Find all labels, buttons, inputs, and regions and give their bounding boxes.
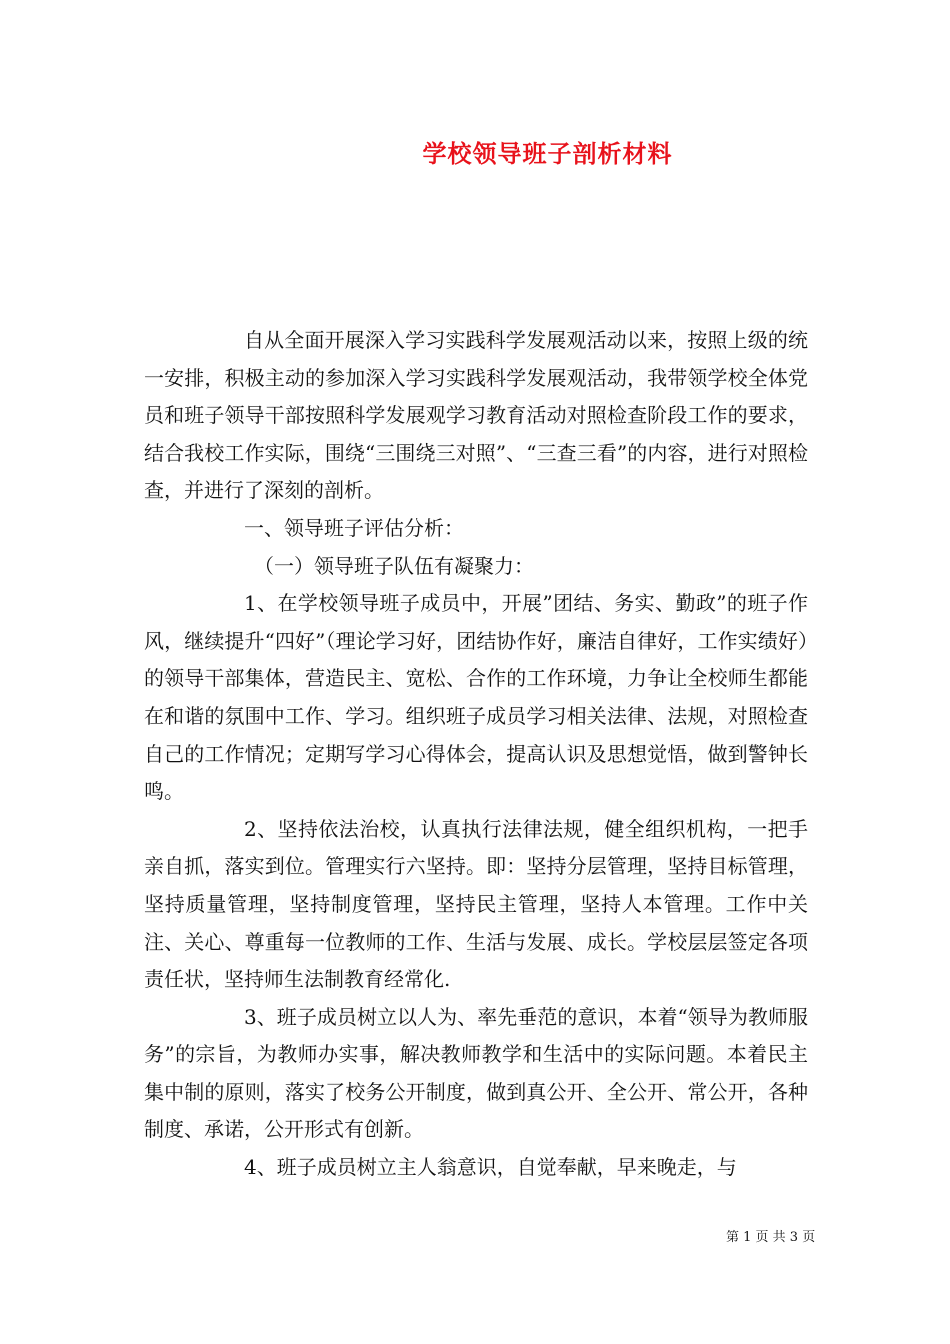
paragraph-item-1: 1、在学校领导班子成员中，开展”团结、务实、勤政”的班子作风，继续提升“四好”（理论学习好，团结协作好，廉洁自律好，工作实绩好）的领导干部集体，营造民主、宽松、合作的工作环境，力争让全校师生都能在和谐的氛围中工作、学习。组织班子成员学习相关法律、法规，对照检查自己的工作情况；定期写学习心得体会，提高认识及思想觉悟，做到警钟长鸣。 bbox=[144, 591, 808, 804]
paragraph-item-2: 2、坚持依法治校，认真执行法律法规，健全组织机构，一把手亲自抓，落实到位。管理实行六坚持。即：坚持分层管理，坚持目标管理，坚持质量管理，坚持制度管理，坚持民主管理，坚持人本管理。工作中关注、关心、尊重每一位教师的工作、生活与发展、成长。学校层层签定各项责任状，坚持师生法制教育经常化. bbox=[144, 816, 808, 992]
document-title: 学校领导班子剖析材料 bbox=[422, 139, 673, 168]
paragraph-intro: 自从全面开展深入学习实践科学发展观活动以来，按照上级的统一安排，积极主动的参加深入学习实践科学发展观活动，我带领学校全体党员和班子领导干部按照科学发展观学习教育活动对照检查阶段工作的要求，结合我校工作实际，围绕“三围绕三对照”、“三查三看”的内容，进行对照检查，并进行了深刻的剖析。 bbox=[144, 328, 808, 503]
paragraph-item-3: 3、班子成员树立以人为、率先垂范的意识，本着“领导为教师服务”的宗旨，为教师办实事，解决教师教学和生活中的实际问题。本着民主集中制的原则，落实了校务公开制度，做到真公开、全公开、常公开，各种制度、承诺，公开形式有创新。 bbox=[144, 1004, 808, 1142]
page-number: 第 1 页 共 3 页 bbox=[726, 1230, 816, 1245]
document-body bbox=[144, 322, 808, 1187]
paragraph-item-4: 4、班子成员树立主人翁意识，自觉奉献，早来晚走，与 bbox=[244, 1155, 737, 1180]
subsection-heading: （一）领导班子队伍有凝聚力： bbox=[254, 553, 534, 578]
section-heading: 一、领导班子评估分析： bbox=[244, 515, 464, 540]
